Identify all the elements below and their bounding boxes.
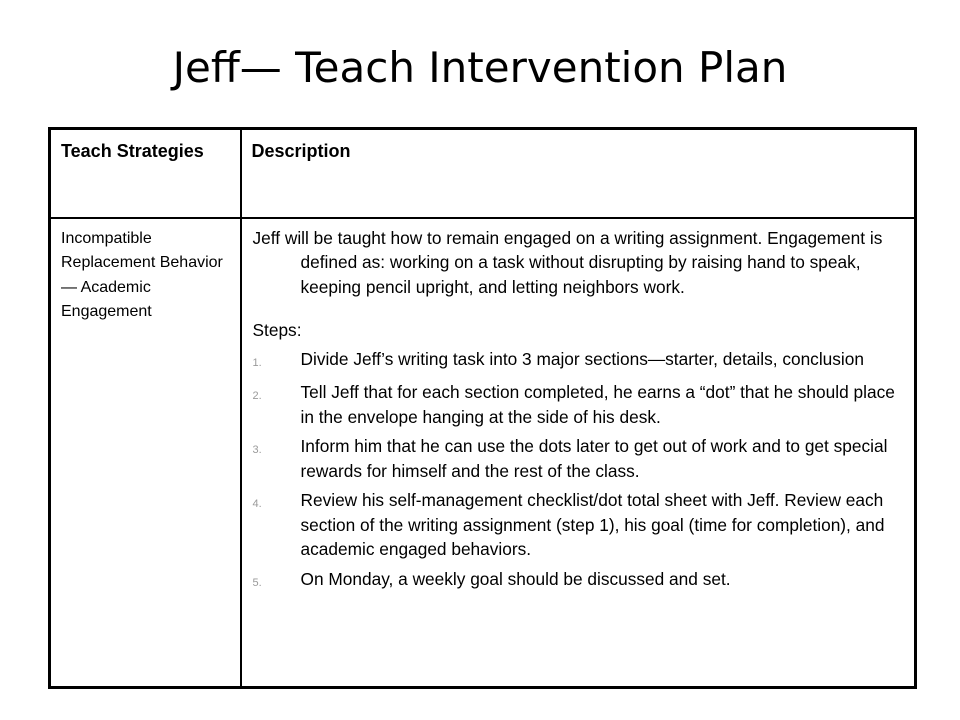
slide-title: Jeff— Teach Intervention Plan: [172, 43, 788, 92]
step-text: Review his self-management checklist/dot total sheet with Jeff. Review each section of the writing assignment (step 1), his goal (time for completion), and academic engaged behaviors.: [300, 490, 885, 559]
step-number: 5.: [252, 576, 262, 589]
column-header-teach-strategies: Teach Strategies: [61, 141, 204, 161]
header-cell-strategies: [50, 129, 241, 218]
strategy-text: Incompatible Replacement Behavior— Academic Engagement: [61, 229, 223, 321]
list-item: [253, 434, 905, 483]
step-number: 1.: [252, 356, 262, 369]
step-text: Inform him that he can use the dots later to get out of work and to get special rewards for himself and the rest of the class.: [300, 436, 888, 481]
steps-label: Steps:: [252, 320, 302, 340]
step-text: Tell Jeff that for each section completed, he earns a “dot” that he should place in the envelope hanging at the side of his desk.: [300, 382, 895, 427]
header-cell-description: [241, 129, 916, 218]
column-header-description: Description: [251, 141, 351, 161]
table-row: [50, 218, 916, 688]
steps-list: [253, 347, 905, 596]
step-number: 3.: [252, 444, 262, 456]
step-text: Divide Jeff’s writing task into 3 major sections—starter, details, conclusion: [300, 348, 864, 369]
description-intro: Jeff will be taught how to remain engaged on a writing assignment. Engagement is defined as: working on a task without disrupting by raising hand to speak, keeping pencil upright, and letting neighbors work.: [252, 227, 883, 297]
list-item: [253, 567, 905, 596]
step-number: 4.: [252, 498, 262, 510]
list-item: [253, 347, 905, 376]
description-cell: [241, 218, 916, 688]
list-item: [253, 488, 905, 562]
strategy-cell: [50, 218, 241, 688]
step-number: 2.: [252, 390, 262, 402]
list-item: [253, 380, 905, 429]
intervention-plan-table: [48, 127, 917, 689]
table-header-row: [50, 129, 916, 218]
step-text: On Monday, a weekly goal should be discussed and set.: [300, 568, 731, 589]
